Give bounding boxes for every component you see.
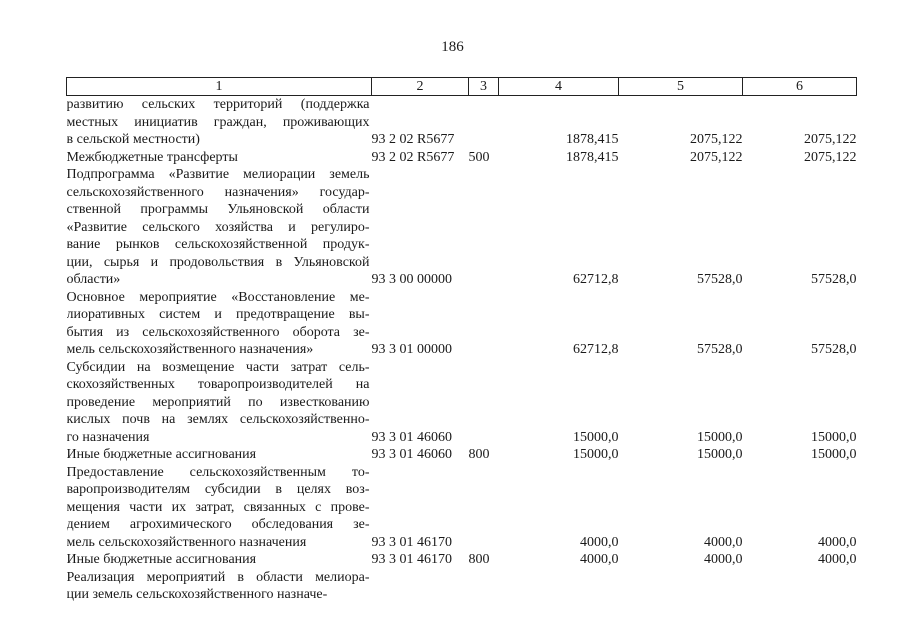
- row-value-col5: 57528,0: [697, 342, 743, 357]
- table-row: [67, 464, 857, 552]
- row-code: 93 3 00 00000: [371, 272, 452, 287]
- row-name-line: Подпрограмма «Развитие мелиорации земель: [66, 167, 370, 182]
- row-expense-type: [469, 289, 499, 359]
- row-value-col5: 2075,122: [690, 149, 743, 165]
- row-name-line: ции земель сельскохозяйственного назначе-: [66, 587, 328, 602]
- row-name: [67, 446, 372, 464]
- row-code: 93 3 01 00000: [371, 342, 452, 357]
- table-row: [67, 96, 857, 149]
- row-code: 93 3 01 46060: [371, 429, 452, 445]
- row-name-line: Предоставление сельскохозяйственным то-: [66, 464, 370, 480]
- row-name-line: Иные бюджетные ассигнования: [66, 552, 257, 567]
- row-value-col4: 4000,0: [580, 552, 619, 567]
- header-col-5: 5: [619, 78, 743, 96]
- row-value-col5: 4000,0: [704, 552, 743, 567]
- row-value-col6: 4000,0: [818, 534, 857, 550]
- row-name-line: Основное мероприятие «Восстановление ме-: [66, 289, 370, 305]
- row-expense-type: 800: [468, 447, 490, 462]
- row-value-col4: [499, 569, 619, 604]
- row-value-col4: 62712,8: [573, 272, 619, 287]
- row-name: [67, 149, 372, 167]
- row-name-line: мель сельскохозяйственного назначения: [66, 534, 307, 550]
- row-name-line: в сельской местности): [66, 132, 200, 147]
- row-code: 93 2 02 R5677: [371, 132, 455, 147]
- row-name-line: скохозяйственных товаропроизводителей на: [66, 377, 370, 392]
- row-value-col5: 15000,0: [697, 447, 743, 462]
- table-row: [67, 446, 857, 464]
- row-code: 93 3 01 46170: [371, 534, 452, 550]
- row-value-col5: 15000,0: [697, 429, 743, 445]
- row-name-line: мещения части их затрат, связанных с прове-: [66, 499, 370, 515]
- table-row: [67, 149, 857, 167]
- page-number: 186: [441, 39, 464, 55]
- row-expense-type: [469, 464, 499, 552]
- row-name-line: ции, сырья и продовольствия в Ульяновской: [66, 254, 370, 270]
- row-value-col6: 57528,0: [811, 342, 857, 357]
- row-value-col6: 57528,0: [811, 272, 857, 287]
- row-name: [67, 551, 372, 569]
- row-name-line: проведение мероприятий по известкованию: [66, 394, 370, 410]
- row-code: 93 3 01 46060: [371, 447, 452, 462]
- table-row: [67, 166, 857, 289]
- row-name: [67, 464, 372, 552]
- row-name-line: Межбюджетные трансферты: [66, 149, 238, 165]
- header-col-2: 2: [372, 78, 469, 96]
- row-name-line: вание рынков сельскохозяйственной продук-: [66, 237, 370, 252]
- row-value-col4: 4000,0: [580, 534, 619, 550]
- row-value-col6: 15000,0: [811, 429, 857, 445]
- row-code: [372, 569, 469, 604]
- row-name-line: Реализация мероприятий в области мелиора-: [66, 569, 370, 585]
- header-col-6: 6: [743, 78, 857, 96]
- budget-table: [66, 77, 857, 604]
- row-name-line: области»: [66, 272, 121, 287]
- row-expense-type: 800: [468, 552, 490, 567]
- row-name-line: ственной программы Ульяновской области: [66, 202, 370, 217]
- row-value-col4: 15000,0: [573, 429, 619, 445]
- row-name-line: лиоративных систем и предотвращение вы-: [66, 307, 370, 322]
- row-value-col4: 1878,415: [566, 132, 619, 147]
- table-row: [67, 289, 857, 359]
- row-value-col6: [743, 569, 857, 604]
- row-name-line: сельскохозяйственного назначения» государ-: [66, 184, 370, 200]
- header-col-4: 4: [499, 78, 619, 96]
- row-name-line: развитию сельских территорий (поддержка: [66, 97, 370, 112]
- row-name-line: го назначения: [66, 429, 150, 445]
- row-value-col5: [619, 569, 743, 604]
- row-name-line: «Развитие сельского хозяйства и регулиро-: [66, 219, 370, 235]
- row-value-col4: 62712,8: [573, 342, 619, 357]
- table-row: [67, 551, 857, 569]
- row-expense-type: [469, 569, 499, 604]
- row-value-col6: 2075,122: [804, 149, 857, 165]
- row-name-line: Иные бюджетные ассигнования: [66, 447, 257, 462]
- table-header: [67, 78, 857, 96]
- table-body: [67, 96, 857, 604]
- row-name-line: варопроизводителям субсидии в целях воз-: [66, 482, 370, 497]
- row-name-line: дением агрохимического обследования зе-: [66, 517, 370, 532]
- row-expense-type: [469, 96, 499, 149]
- row-value-col5: 2075,122: [690, 132, 743, 147]
- row-name-line: Субсидии на возмещение части затрат сель-: [66, 359, 370, 375]
- row-name-line: мель сельскохозяйственного назначения»: [66, 342, 314, 357]
- row-expense-type: [469, 166, 499, 289]
- row-name-line: кислых почв на землях сельскохозяйственно-: [66, 412, 370, 427]
- header-col-3: 3: [469, 78, 499, 96]
- row-name-line: бытия из сельскохозяйственного оборота зе-: [66, 324, 370, 340]
- row-value-col6: 2075,122: [804, 132, 857, 147]
- row-name: [67, 166, 372, 289]
- row-value-col4: 15000,0: [573, 447, 619, 462]
- row-expense-type: 500: [468, 149, 490, 165]
- row-code: 93 3 01 46170: [371, 552, 452, 567]
- table-row: [67, 359, 857, 447]
- header-row: [67, 78, 857, 96]
- row-value-col5: 4000,0: [704, 534, 743, 550]
- row-name: [67, 289, 372, 359]
- row-value-col4: 1878,415: [566, 149, 619, 165]
- row-value-col5: 57528,0: [697, 272, 743, 287]
- row-name: [67, 359, 372, 447]
- row-code: 93 2 02 R5677: [371, 149, 455, 165]
- row-name: [67, 96, 372, 149]
- row-value-col6: 15000,0: [811, 447, 857, 462]
- header-col-1: 1: [67, 78, 372, 96]
- row-value-col6: 4000,0: [818, 552, 857, 567]
- table-row: [67, 569, 857, 604]
- row-name: [67, 569, 372, 604]
- row-name-line: местных инициатив граждан, проживающих: [66, 114, 370, 130]
- row-expense-type: [469, 359, 499, 447]
